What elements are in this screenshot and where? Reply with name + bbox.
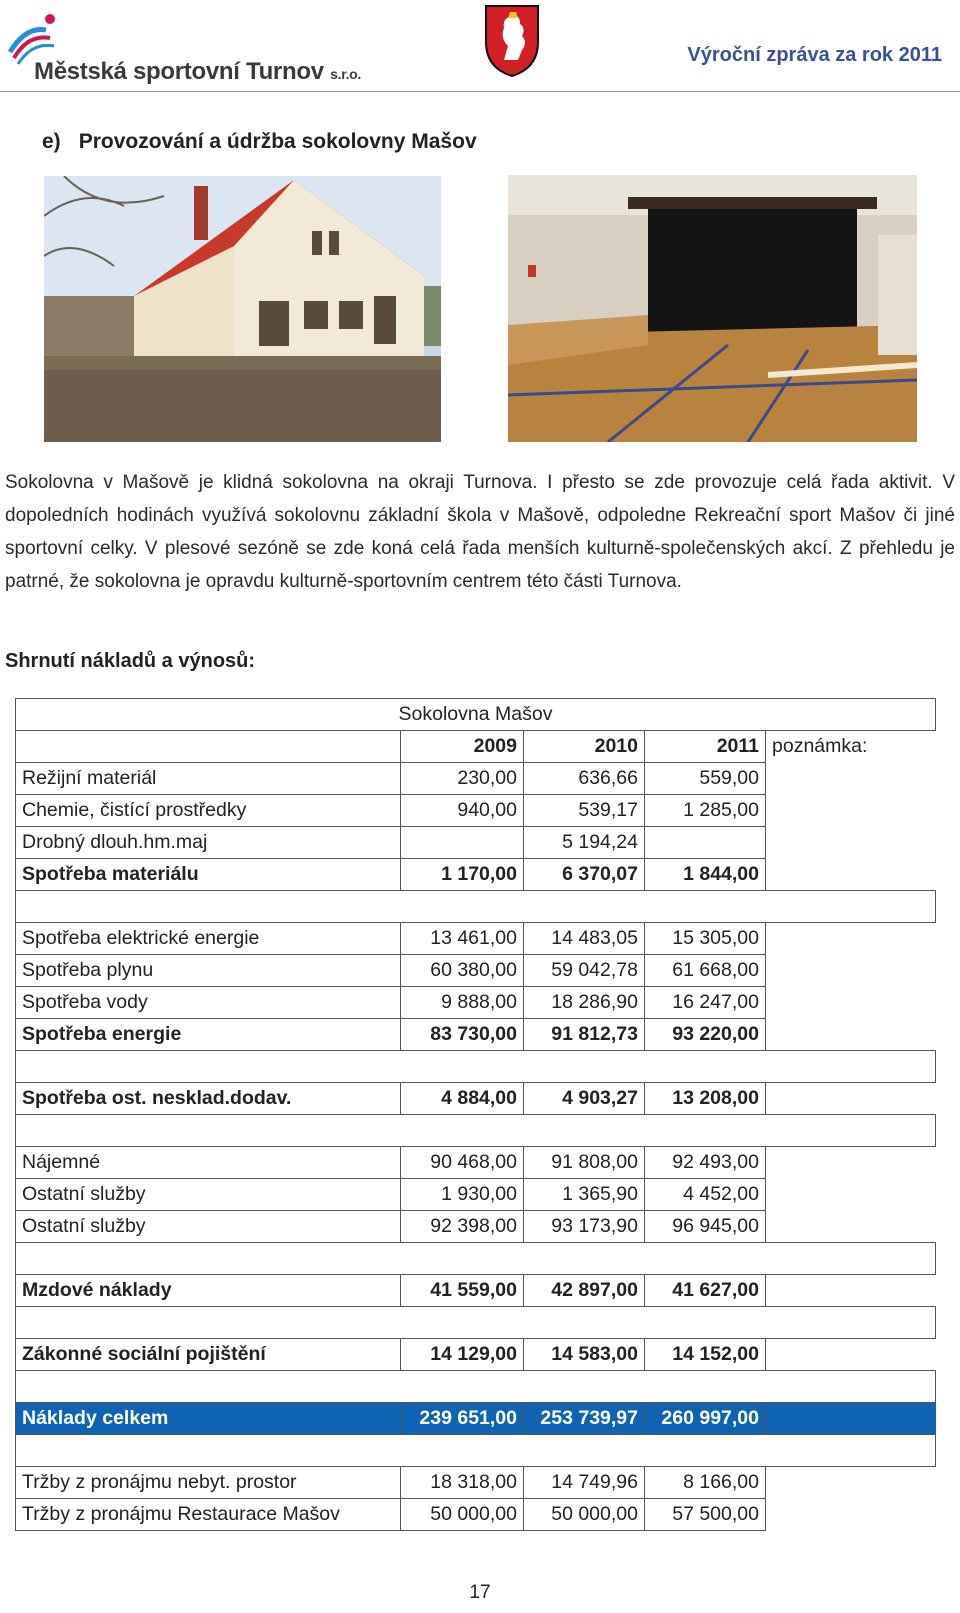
value-cell-2011: 93 220,00: [645, 1019, 766, 1051]
table-row: [16, 955, 936, 987]
table-row: [16, 1467, 936, 1499]
note-cell: [766, 1403, 936, 1435]
header-empty-cell: [16, 731, 401, 763]
table-row: [16, 1339, 936, 1371]
spacer-cell: [16, 1307, 936, 1339]
section-heading: [42, 130, 477, 154]
note-cell: [766, 987, 936, 1019]
note-cell: [766, 1083, 936, 1115]
value-cell-2010: 1 365,90: [524, 1179, 645, 1211]
spacer-cell: [16, 1243, 936, 1275]
note-cell: [766, 1467, 936, 1499]
value-cell-2011: 61 668,00: [645, 955, 766, 987]
value-cell-2009: 90 468,00: [401, 1147, 524, 1179]
value-cell-2009: 41 559,00: [401, 1275, 524, 1307]
table-header-row: [16, 731, 936, 763]
value-cell-2009: [401, 827, 524, 859]
value-cell-2009: 1 170,00: [401, 859, 524, 891]
cost-summary-table: [15, 698, 936, 1531]
value-cell-2011: 96 945,00: [645, 1211, 766, 1243]
year-2009-header: 2009: [401, 731, 524, 763]
value-cell-2009: 14 129,00: [401, 1339, 524, 1371]
year-2011-header: 2011: [645, 731, 766, 763]
note-cell: [766, 1499, 936, 1531]
summary-heading: Shrnutí nákladů a výnosů:: [5, 650, 256, 672]
table-row: [16, 1211, 936, 1243]
row-label: Spotřeba elektrické energie: [16, 923, 401, 955]
value-cell-2010: 6 370,07: [524, 859, 645, 891]
row-label: Drobný dlouh.hm.maj: [16, 827, 401, 859]
table-row: [16, 923, 936, 955]
row-label: Nájemné: [16, 1147, 401, 1179]
value-cell-2011: 14 152,00: [645, 1339, 766, 1371]
spacer-row: [16, 1371, 936, 1403]
table-row: [16, 1083, 936, 1115]
value-cell-2011: 1 844,00: [645, 859, 766, 891]
note-cell: [766, 1019, 936, 1051]
table-row: [16, 827, 936, 859]
logo-org-name: Městská sportovní Turnov s.r.o.: [34, 58, 362, 85]
value-cell-2011: 8 166,00: [645, 1467, 766, 1499]
value-cell-2010: 14 749,96: [524, 1467, 645, 1499]
note-cell: [766, 955, 936, 987]
value-cell-2010: 42 897,00: [524, 1275, 645, 1307]
value-cell-2010: 91 812,73: [524, 1019, 645, 1051]
value-cell-2009: 230,00: [401, 763, 524, 795]
value-cell-2009: 13 461,00: [401, 923, 524, 955]
value-cell-2009: 60 380,00: [401, 955, 524, 987]
spacer-cell: [16, 1435, 936, 1467]
value-cell-2011: 1 285,00: [645, 795, 766, 827]
value-cell-2010: 5 194,24: [524, 827, 645, 859]
section-title-text: Provozování a údržba sokolovny Mašov: [78, 130, 477, 153]
note-cell: [766, 923, 936, 955]
spacer-row: [16, 891, 936, 923]
note-cell: [766, 827, 936, 859]
note-cell: [766, 1211, 936, 1243]
spacer-cell: [16, 891, 936, 923]
value-cell-2011: 4 452,00: [645, 1179, 766, 1211]
intro-paragraph: Sokolovna v Mašově je klidná sokolovna na okraji Turnova. I přesto se zde provozuje celá řada aktivit. V dopoledních hodinách využívá sokolovnu základní škola v Mašově, odpoledne Rekreační sport Mašov či jiné sportovní celky. V plesové sezóně se zde koná celá řada menších kulturně-společenských akcí. Z přehledu je patrné, že sokolovna je opravdu kulturně-sportovním centrem této části Turnova.: [5, 472, 955, 592]
row-label: Spotřeba plynu: [16, 955, 401, 987]
section-letter: e): [42, 130, 61, 153]
header-divider: [0, 91, 960, 92]
note-cell: [766, 1179, 936, 1211]
value-cell-2011: 260 997,00: [645, 1403, 766, 1435]
value-cell-2009: 940,00: [401, 795, 524, 827]
row-label: Spotřeba vody: [16, 987, 401, 1019]
row-label: Režijní materiál: [16, 763, 401, 795]
row-label: Spotřeba ost. nesklad.dodav.: [16, 1083, 401, 1115]
value-cell-2011: 57 500,00: [645, 1499, 766, 1531]
row-label: Náklady celkem: [16, 1403, 401, 1435]
value-cell-2010: 14 583,00: [524, 1339, 645, 1371]
table-row: [16, 1403, 936, 1435]
value-cell-2010: 14 483,05: [524, 923, 645, 955]
row-label: Tržby z pronájmu nebyt. prostor: [16, 1467, 401, 1499]
value-cell-2010: 18 286,90: [524, 987, 645, 1019]
spacer-cell: [16, 1371, 936, 1403]
table-caption: Sokolovna Mašov: [16, 699, 936, 731]
table-row: [16, 1147, 936, 1179]
note-header: poznámka:: [766, 731, 936, 763]
table-row: [16, 859, 936, 891]
note-cell: [766, 1339, 936, 1371]
value-cell-2009: 18 318,00: [401, 1467, 524, 1499]
value-cell-2009: 239 651,00: [401, 1403, 524, 1435]
page-header: [0, 0, 960, 92]
spacer-row: [16, 1307, 936, 1339]
value-cell-2011: 41 627,00: [645, 1275, 766, 1307]
value-cell-2009: 83 730,00: [401, 1019, 524, 1051]
row-label: Mzdové náklady: [16, 1275, 401, 1307]
row-label: Zákonné sociální pojištění: [16, 1339, 401, 1371]
row-label: Spotřeba energie: [16, 1019, 401, 1051]
coat-of-arms-icon: [482, 2, 542, 78]
page-number: 17: [469, 1582, 491, 1603]
spacer-cell: [16, 1051, 936, 1083]
table-row: [16, 1499, 936, 1531]
spacer-row: [16, 1115, 936, 1147]
row-label: Spotřeba materiálu: [16, 859, 401, 891]
value-cell-2010: 59 042,78: [524, 955, 645, 987]
value-cell-2011: 559,00: [645, 763, 766, 795]
table-row: [16, 1179, 936, 1211]
building-exterior-photo: [44, 176, 441, 442]
value-cell-2010: 50 000,00: [524, 1499, 645, 1531]
value-cell-2011: [645, 827, 766, 859]
table-row: [16, 1275, 936, 1307]
table-row: [16, 795, 936, 827]
row-label: Ostatní služby: [16, 1211, 401, 1243]
row-label: Chemie, čistící prostředky: [16, 795, 401, 827]
value-cell-2010: 636,66: [524, 763, 645, 795]
row-label: Ostatní služby: [16, 1179, 401, 1211]
value-cell-2009: 4 884,00: [401, 1083, 524, 1115]
report-title: Výroční zpráva za rok 2011: [687, 44, 942, 66]
value-cell-2010: 91 808,00: [524, 1147, 645, 1179]
table-row: [16, 763, 936, 795]
table-caption-row: [16, 699, 936, 731]
value-cell-2011: 92 493,00: [645, 1147, 766, 1179]
value-cell-2011: 13 208,00: [645, 1083, 766, 1115]
note-cell: [766, 1275, 936, 1307]
note-cell: [766, 763, 936, 795]
note-cell: [766, 859, 936, 891]
value-cell-2009: 9 888,00: [401, 987, 524, 1019]
value-cell-2009: 1 930,00: [401, 1179, 524, 1211]
value-cell-2011: 16 247,00: [645, 987, 766, 1019]
company-logo: [6, 8, 406, 85]
value-cell-2009: 92 398,00: [401, 1211, 524, 1243]
spacer-row: [16, 1435, 936, 1467]
value-cell-2011: 15 305,00: [645, 923, 766, 955]
row-label: Tržby z pronájmu Restaurace Mašov: [16, 1499, 401, 1531]
gym-interior-photo: [508, 175, 917, 442]
value-cell-2010: 539,17: [524, 795, 645, 827]
value-cell-2009: 50 000,00: [401, 1499, 524, 1531]
table-row: [16, 987, 936, 1019]
value-cell-2010: 93 173,90: [524, 1211, 645, 1243]
note-cell: [766, 795, 936, 827]
value-cell-2010: 4 903,27: [524, 1083, 645, 1115]
table-row: [16, 1019, 936, 1051]
spacer-cell: [16, 1115, 936, 1147]
value-cell-2010: 253 739,97: [524, 1403, 645, 1435]
year-2010-header: 2010: [524, 731, 645, 763]
note-cell: [766, 1147, 936, 1179]
spacer-row: [16, 1243, 936, 1275]
spacer-row: [16, 1051, 936, 1083]
